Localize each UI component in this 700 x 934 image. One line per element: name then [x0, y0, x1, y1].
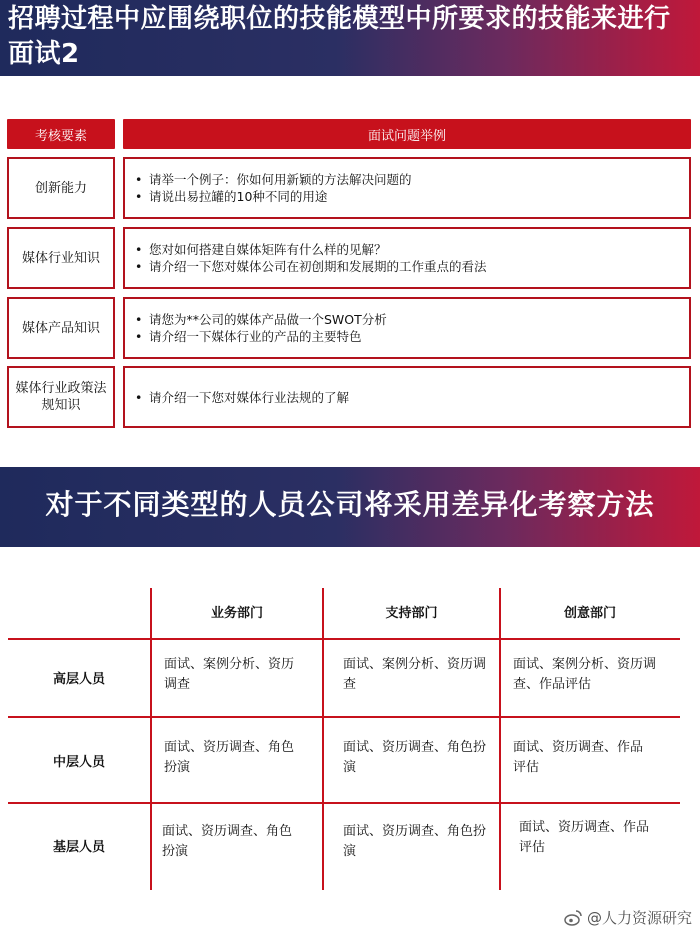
question-cell — [123, 366, 691, 428]
method-cell: 面试、资历调查、角色扮演 — [343, 824, 487, 859]
row-header-junior: 基层人员 — [52, 840, 105, 855]
column-header-creative: 创意部门 — [563, 606, 616, 621]
method-cell: 面试、资历调查、作品评估 — [513, 740, 644, 775]
question-item: • 请介绍一下媒体行业的产品的主要特色 — [135, 329, 362, 344]
grid-line — [8, 802, 680, 804]
header-assessment-element: 考核要素 — [7, 119, 115, 149]
column-header-business: 业务部门 — [210, 606, 263, 621]
weibo-icon — [563, 908, 583, 928]
question-item: • 请您为**公司的媒体产品做一个SWOT分析 — [135, 312, 387, 327]
element-cell — [7, 366, 115, 428]
row-header-middle: 中层人员 — [52, 755, 105, 770]
grid-line — [499, 588, 501, 890]
method-cell: 面试、资历调查、角色扮演 — [343, 740, 487, 775]
top-banner-title: 招聘过程中应围绕职位的技能模型中所要求的技能来进行面试2 — [8, 4, 671, 69]
section-banner — [0, 467, 700, 547]
element-cell — [7, 157, 115, 219]
watermark-text: @人力资源研究 — [586, 909, 692, 927]
question-item: • 请介绍一下您对媒体行业法规的了解 — [135, 389, 350, 405]
element-label: 媒体行业知识 — [21, 250, 100, 266]
grid-line — [150, 588, 152, 890]
section-banner-title: 对于不同类型的人员公司将采用差异化考察方法 — [45, 488, 655, 521]
question-cell — [123, 297, 691, 359]
method-cell: 面试、资历调查、角色扮演 — [164, 740, 295, 775]
question-item: • 请说出易拉罐的10种不同的用途 — [135, 189, 328, 204]
question-item: • 请介绍一下您对媒体公司在初创期和发展期的工作重点的看法 — [135, 259, 487, 274]
top-banner — [0, 0, 700, 76]
element-label: 媒体行业政策法规知识 — [15, 381, 107, 413]
element-label: 媒体产品知识 — [21, 320, 100, 336]
method-cell: 面试、资历调查、作品评估 — [519, 820, 650, 855]
row-header-senior: 高层人员 — [52, 672, 105, 687]
header-question-examples: 面试问题举例 — [123, 119, 691, 149]
column-header-support: 支持部门 — [385, 606, 438, 621]
grid-line — [8, 638, 680, 640]
question-item: • 您对如何搭建自媒体矩阵有什么样的见解？ — [135, 242, 387, 257]
element-cell — [7, 297, 115, 359]
grid-line — [8, 716, 680, 718]
method-cell: 面试、资历调查、角色扮演 — [162, 824, 293, 859]
element-label: 创新能力 — [34, 180, 87, 196]
element-cell — [7, 227, 115, 289]
method-cell: 面试、案例分析、资历调查 — [164, 657, 295, 692]
question-cell — [123, 157, 691, 219]
grid-line — [322, 588, 324, 890]
method-cell: 面试、案例分析、资历调查、作品评估 — [513, 657, 657, 692]
method-cell: 面试、案例分析、资历调查 — [343, 657, 487, 692]
question-cell — [123, 227, 691, 289]
question-item: • 请举一个例子：你如何用新颖的方法解决问题的 — [135, 172, 412, 187]
watermark — [563, 907, 692, 928]
